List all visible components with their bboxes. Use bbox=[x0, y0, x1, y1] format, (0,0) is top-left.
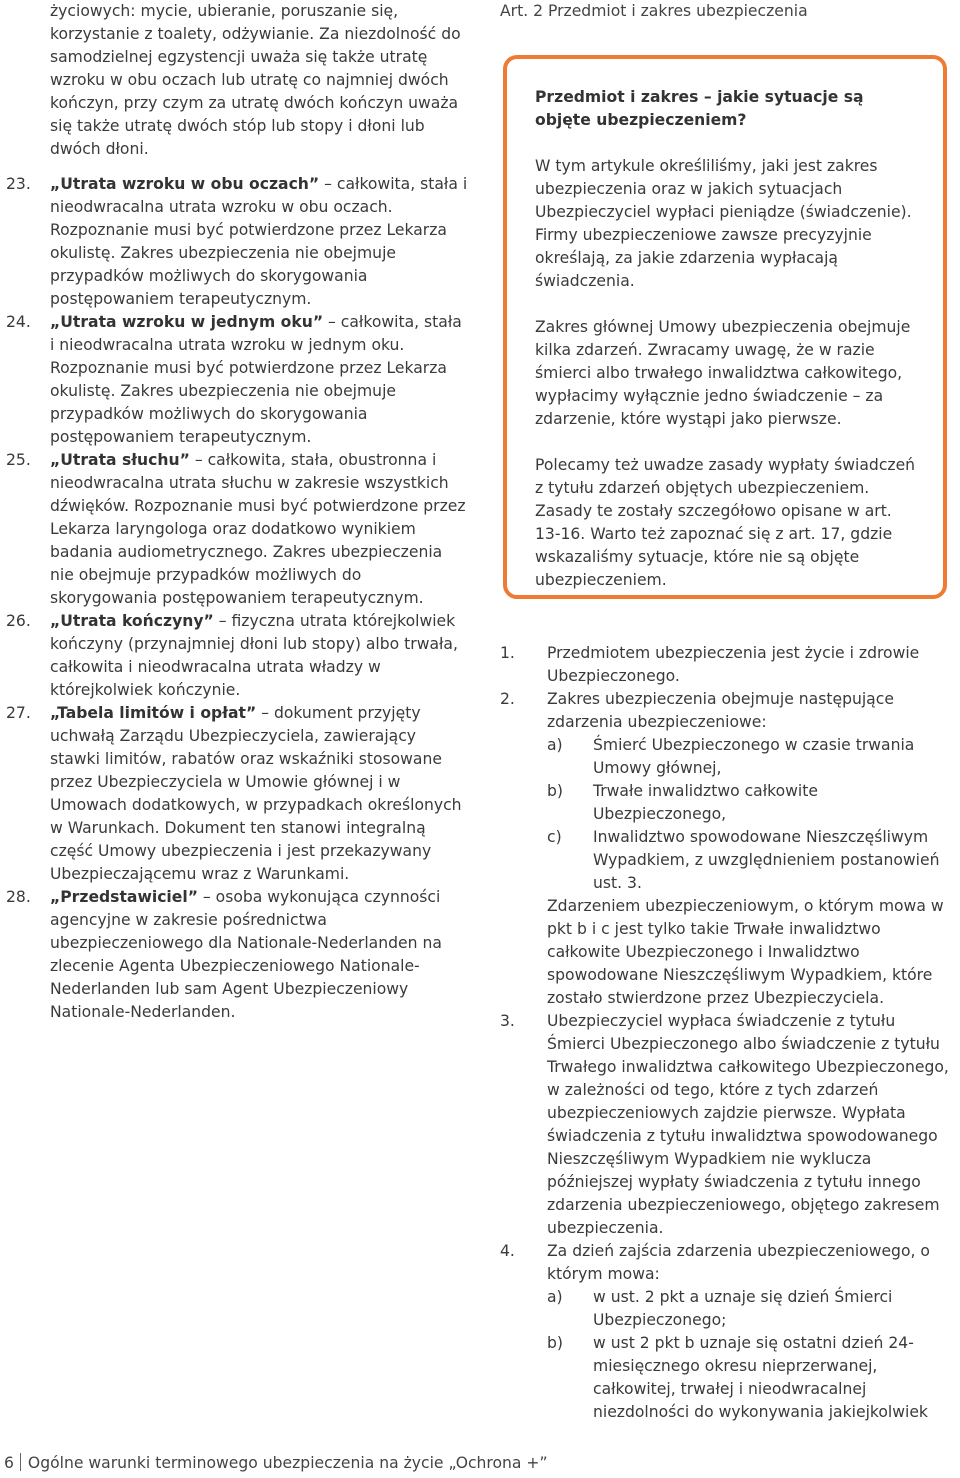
definition-term: „Tabela limitów i opłat” bbox=[50, 704, 257, 722]
sub-letter: c) bbox=[547, 828, 562, 846]
definition-text: – całkowita, stała, obustronna i nieodwracalna utrata słuchu w zakresie wszystkich dźwięków. Rozpoznanie musi być potwierdzone przez Lekarza laryngologa oraz dodatkowo wynikiem badania audiometrycznego. Zakres ubezpieczenia nie obejmuje przypadków możliwych do skorygowania postępowaniem terapeutycznym. bbox=[50, 451, 466, 607]
sub-letter: b) bbox=[547, 1334, 563, 1352]
info-box-paragraph-3: Polecamy też uwadze zasady wypłaty świadczeń z tytułu zdarzeń objętych ubezpieczeniem. Zasady te zostały szczegółowo opisane w art. 13-16. Warto też zapoznać się z art. 17, gdzie wskazaliśmy sytuacje, które nie są objęte ubezpieczeniem. bbox=[535, 456, 916, 589]
article-item-2 bbox=[500, 688, 955, 1010]
definition-24 bbox=[6, 311, 470, 449]
item-number: 24. bbox=[6, 313, 31, 331]
sub-letter: a) bbox=[547, 1288, 563, 1306]
footer-title: Ogólne warunki terminowego ubezpieczenia na życie „Ochrona +” bbox=[27, 1454, 548, 1472]
definition-28 bbox=[6, 886, 470, 1024]
article-item-4 bbox=[500, 1240, 955, 1424]
sub-text: Śmierć Ubezpieczonego w czasie trwania Umowy głównej, bbox=[593, 736, 915, 777]
intro-paragraph: życiowych: mycie, ubieranie, poruszanie się, korzystanie z toalety, odżywianie. Za niezdolność do samodzielnej egzystencji uważa się także utratę wzroku w obu oczach lub utratę co najmniej dwóch kończyn, przy czym za utratę dwóch kończyn uważa się także utratę dwóch stóp lub stopy i dłoni lub dwóch dłoni. bbox=[50, 2, 461, 158]
item-number: 27. bbox=[6, 704, 31, 722]
definition-23 bbox=[6, 173, 470, 311]
sub-text: w ust 2 pkt b uznaje się ostatni dzień 24-miesięcznego okresu nieprzerwanej, całkowitej, trwałej i nieodwracalnej niezdolności do wykonywania jakiejkolwiek bbox=[593, 1334, 928, 1421]
left-column bbox=[6, 0, 470, 1024]
article-title: Art. 2 Przedmiot i zakres ubezpieczenia bbox=[500, 2, 808, 20]
definition-term: „Utrata wzroku w jednym oku” bbox=[50, 313, 324, 331]
sub-text: Trwałe inwalidztwo całkowite Ubezpieczonego, bbox=[593, 782, 818, 823]
definition-text: – fizyczna utrata którejkolwiek kończyny (przynajmniej dłoni lub stopy) albo trwała, całkowita i nieodwracalna utrata władzy w którejkolwiek kończynie. bbox=[50, 612, 458, 699]
item-number: 4. bbox=[500, 1242, 515, 1260]
item-text: Zakres ubezpieczenia obejmuje następujące zdarzenia ubezpieczeniowe: bbox=[547, 690, 894, 731]
sub-letter: a) bbox=[547, 736, 563, 754]
article-item-1 bbox=[500, 642, 955, 688]
item-number: 25. bbox=[6, 451, 31, 469]
item-number: 1. bbox=[500, 644, 515, 662]
definition-text: – całkowita, stała i nieodwracalna utrata wzroku w jednym oku. Rozpoznanie musi być potwierdzone przez Lekarza okulistę. Zakres ubezpieczenia nie obejmuje przypadków możliwych do skorygowania postępowaniem terapeutycznym. bbox=[50, 313, 462, 446]
info-box-paragraph-2: Zakres głównej Umowy ubezpieczenia obejmuje kilka zdarzeń. Zwracamy uwagę, że w razie śmierci albo trwałego inwalidztwa całkowitego, wypłacimy wyłącznie jedno świadczenie – za zdarzenie, które wystąpi jako pierwsze. bbox=[535, 318, 911, 428]
sub-item-b bbox=[547, 1332, 955, 1424]
definition-text: – osoba wykonująca czynności agencyjne w zakresie pośrednictwa ubezpieczeniowego dla Nationale-Nederlanden na zlecenie Agenta Ubezpieczeniowego Nationale-Nederlanden lub sam Agent Ubezpieczeniowy Nationale-Nederlanden. bbox=[50, 888, 442, 1021]
definition-25 bbox=[6, 449, 470, 610]
article-item-3 bbox=[500, 1010, 955, 1240]
info-box bbox=[503, 55, 947, 599]
item-text: Za dzień zajścia zdarzenia ubezpieczeniowego, o którym mowa: bbox=[547, 1242, 930, 1283]
item-number: 23. bbox=[6, 175, 31, 193]
item-number: 3. bbox=[500, 1012, 515, 1030]
definition-27 bbox=[6, 702, 470, 886]
definition-term: „Utrata wzroku w obu oczach” bbox=[50, 175, 320, 193]
definition-26 bbox=[6, 610, 470, 702]
info-box-heading bbox=[535, 86, 917, 132]
page-footer bbox=[4, 1452, 548, 1475]
page-number: 6 bbox=[4, 1454, 14, 1472]
item-followup: Zdarzeniem ubezpieczeniowym, o którym mowa w pkt b i c jest tylko takie Trwałe inwalidztwo całkowite Ubezpieczonego i Inwalidztwo spowodowane Nieszczęśliwym Wypadkiem, które zostało stwierdzone przez Ubezpieczyciela. bbox=[547, 897, 944, 1007]
item-text: Ubezpieczyciel wypłaca świadczenie z tytułu Śmierci Ubezpieczonego albo świadczenie z tytułu Trwałego inwalidztwa całkowitego Ubezpieczonego, w zależności od tego, które z tych zdarzeń ubezpieczeniowych zajdzie pierwsze. Wypłata świadczenia z tytułu inwalidztwa spowodowanego Nieszczęśliwym Wypadkiem nie wyklucza późniejszej wypłaty świadczenia z tytułu innego zdarzenia ubezpieczeniowego, objętego zakresem ubezpieczenia. bbox=[547, 1012, 949, 1237]
item-number: 2. bbox=[500, 690, 515, 708]
footer-divider bbox=[20, 1453, 21, 1471]
info-box-heading-text: Przedmiot i zakres – jakie sytuacje są objęte ubezpieczeniem? bbox=[535, 88, 864, 129]
item-number: 26. bbox=[6, 612, 31, 630]
sub-item-c bbox=[547, 826, 955, 895]
info-box-paragraph-1: W tym artykule określiliśmy, jaki jest zakres ubezpieczenia oraz w jakich sytuacjach Ubezpieczyciel wypłaci pieniądze (świadczenie). Firmy ubezpieczeniowe zawsze precyzyjnie określają, za jakie zdarzenia wypłacają świadczenia. bbox=[535, 157, 912, 290]
item-number: 28. bbox=[6, 888, 31, 906]
sub-text: w ust. 2 pkt a uznaje się dzień Śmierci Ubezpieczonego; bbox=[593, 1288, 893, 1329]
article-items bbox=[500, 642, 955, 1424]
sub-letter: b) bbox=[547, 782, 563, 800]
definition-term: „Utrata kończyny” bbox=[50, 612, 214, 630]
sub-text: Inwalidztwo spowodowane Nieszczęśliwym Wypadkiem, z uwzględnieniem postanowień ust. 3. bbox=[593, 828, 940, 892]
sub-item-a bbox=[547, 734, 955, 780]
item-text: Przedmiotem ubezpieczenia jest życie i zdrowie Ubezpieczonego. bbox=[547, 644, 920, 685]
sub-item-a bbox=[547, 1286, 955, 1332]
definition-term: „Przedstawiciel” bbox=[50, 888, 198, 906]
sub-item-b bbox=[547, 780, 955, 826]
definition-term: „Utrata słuchu” bbox=[50, 451, 190, 469]
definition-text: – dokument przyjęty uchwałą Zarządu Ubezpieczyciela, zawierający stawki limitów, rabatów oraz wskaźniki stosowane przez Ubezpieczyciela w Umowie głównej i w Umowach dodatkowych, w przypadkach określonych w Warunkach. Dokument ten stanowi integralną część Umowy ubezpieczenia i jest przekazywany Ubezpieczającemu wraz z Warunkami. bbox=[50, 704, 462, 883]
definition-text: – całkowita, stała i nieodwracalna utrata wzroku w obu oczach. Rozpoznanie musi być potwierdzone przez Lekarza okulistę. Zakres ubezpieczenia nie obejmuje przypadków możliwych do skorygowania postępowaniem terapeutycznym. bbox=[50, 175, 468, 308]
